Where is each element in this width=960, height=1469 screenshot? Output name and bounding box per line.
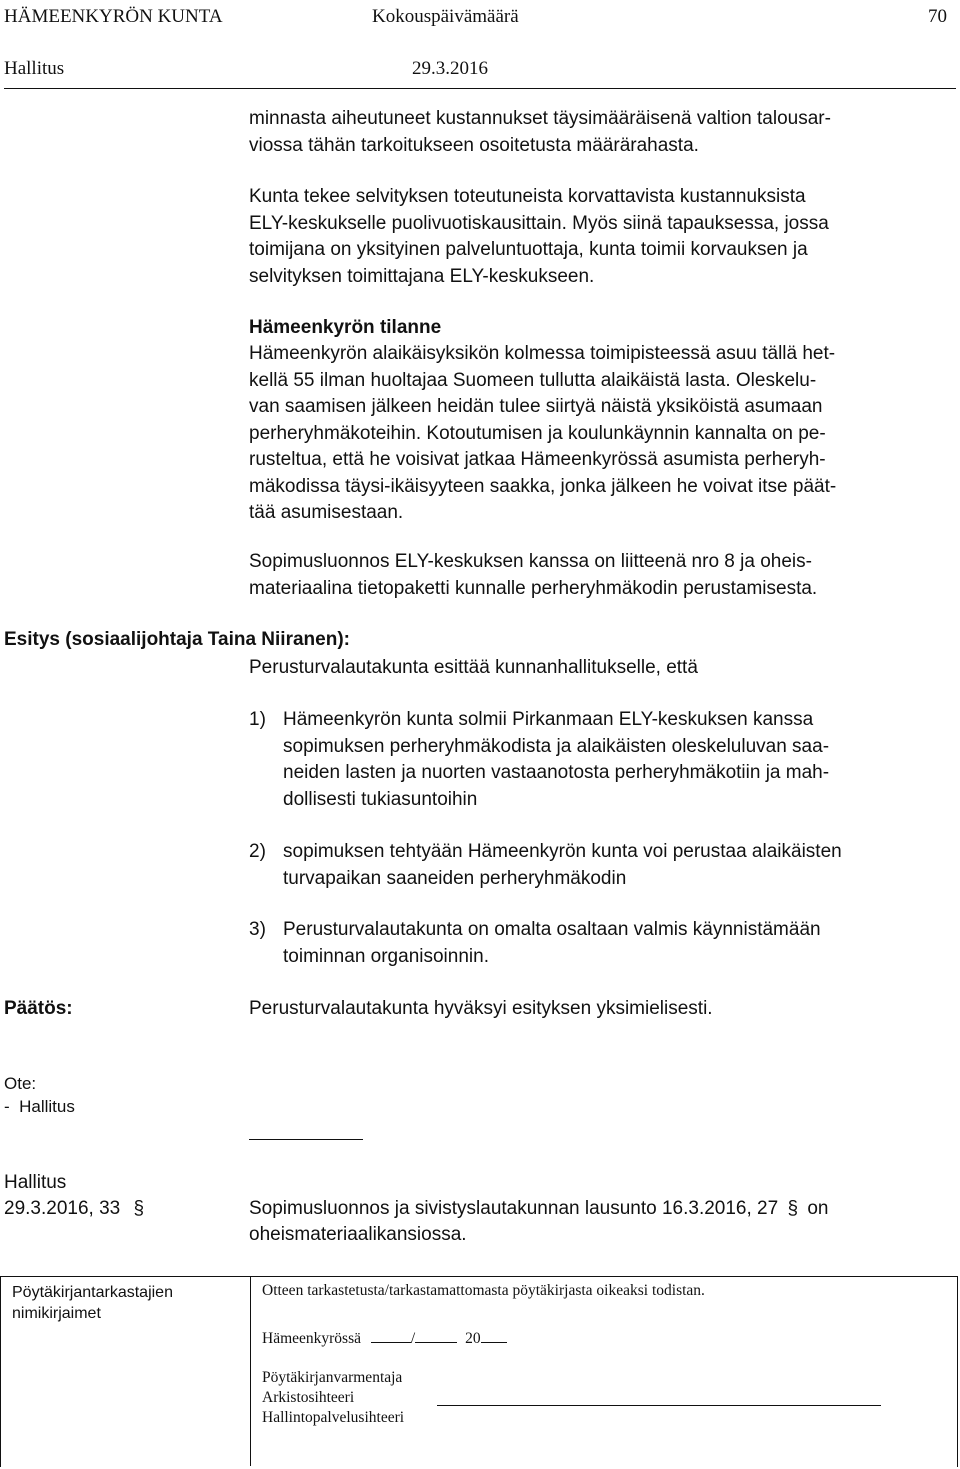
proposal-item-number: 1) bbox=[249, 709, 266, 730]
meeting-date-label: Kokouspäivämäärä bbox=[372, 6, 519, 27]
proposal-label: Esitys (sosiaalijohtaja Taina Niiranen): bbox=[4, 629, 350, 650]
certification-box-divider bbox=[250, 1276, 251, 1466]
proposal-intro: Perusturvalautakunta esittää kunnanhallitukselle, että bbox=[249, 657, 698, 678]
municipality-name: HÄMEENKYRÖN KUNTA bbox=[4, 6, 223, 27]
intro-paragraph-1: minnasta aiheutuneet kustannukset täysimääräisenä valtion talousar- viossa tähän tarkoitukseen osoitetusta määrärahasta. bbox=[249, 108, 831, 156]
proposal-item-1: Hämeenkyrön kunta solmii Pirkanmaan ELY-keskuksen kanssa sopimuksen perheryhmäkodista ja alaikäisten oleskeluluvan saa- neiden lasten ja nuorten vastaanotosta perheryhmäkotiin ja mah- dollisesti tukiasuntoihin bbox=[283, 709, 830, 810]
inspectors-initials-label: Pöytäkirjantarkastajien nimikirjaimet bbox=[12, 1284, 173, 1322]
section-symbol: § bbox=[133, 1198, 145, 1219]
page-number: 70 bbox=[928, 6, 947, 27]
intro-paragraph-2: Kunta tekee selvityksen toteutuneista korvattavista kustannuksista ELY-keskukselle puolivuotiskausittain. Myös siinä tapauksessa, jossa toimijana on yksityinen palveluntuottaja, kunta toimii korvauksen ja selvityksen toimittajana ELY-keskukseen. bbox=[249, 186, 829, 287]
reference-text: Sopimusluonnos ja sivistyslautakunnan lausunto 16.3.2016, 27 § on bbox=[249, 1198, 829, 1219]
extract-label: Ote: bbox=[4, 1074, 37, 1093]
year-blank bbox=[481, 1326, 507, 1343]
extract-recipient: - Hallitus bbox=[4, 1097, 75, 1116]
proposal-item-number: 3) bbox=[249, 919, 266, 940]
header-rule bbox=[4, 88, 956, 89]
separator-line bbox=[249, 1139, 363, 1140]
decision-text: Perusturvalautakunta hyväksyi esityksen yksimielisesti. bbox=[249, 998, 713, 1019]
proposal-item-2: sopimuksen tehtyään Hämeenkyrön kunta voi perustaa alaikäisten turvapaikan saaneiden perheryhmäkodin bbox=[283, 841, 842, 889]
reference-body: Hallitus bbox=[4, 1172, 67, 1193]
certification-statement: Otteen tarkastetusta/tarkastamattomasta pöytäkirjasta oikeaksi todistan. bbox=[262, 1282, 705, 1299]
proposal-item-3: Perusturvalautakunta on omalta osaltaan valmis käynnistämään toiminnan organisoinnin. bbox=[283, 919, 821, 967]
month-blank bbox=[415, 1326, 457, 1343]
situation-paragraph: Hämeenkyrön alaikäisyksikön kolmessa toimipisteessä asuu tällä het- kellä 55 ilman huoltajaa Suomeen tullutta alaikäistä lasta. Oleskelu- van saamisen jälkeen heidän tulee siirtyä näistä yksiköistä asumaan perheryhmäkoteihin. Kotoutumisen ja koulunkäynnin kannalta on pe- rusteltua, että he voisivat jatkaa Hämeenkyrössä asumista perheryh- mäkodissa täysi-ikäisyyteen saakka, jonka jälkeen he voivat itse päät- tää asumisestaan. bbox=[249, 343, 837, 523]
body-name: Hallitus bbox=[4, 58, 65, 79]
decision-label: Päätös: bbox=[4, 998, 73, 1019]
place-date-line: Hämeenkyrössä / 20 bbox=[262, 1326, 507, 1348]
proposal-item-number: 2) bbox=[249, 841, 266, 862]
reference-date-section: 29.3.2016, 33 § bbox=[4, 1198, 145, 1219]
reference-text-line-2: oheismateriaalikansiossa. bbox=[249, 1224, 467, 1245]
situation-heading: Hämeenkyrön tilanne bbox=[249, 317, 442, 338]
signatory-roles: Pöytäkirjanvarmentaja Arkistosihteeri Hallintopalvelusihteeri bbox=[262, 1369, 405, 1426]
attachment-paragraph: Sopimusluonnos ELY-keskuksen kanssa on liitteenä nro 8 ja oheis- materiaalina tietopaketti kunnalle perheryhmäkodin perustamisesta. bbox=[249, 551, 818, 599]
meeting-date: 29.3.2016 bbox=[412, 58, 488, 79]
signature-line bbox=[437, 1405, 881, 1406]
day-blank bbox=[371, 1326, 411, 1343]
